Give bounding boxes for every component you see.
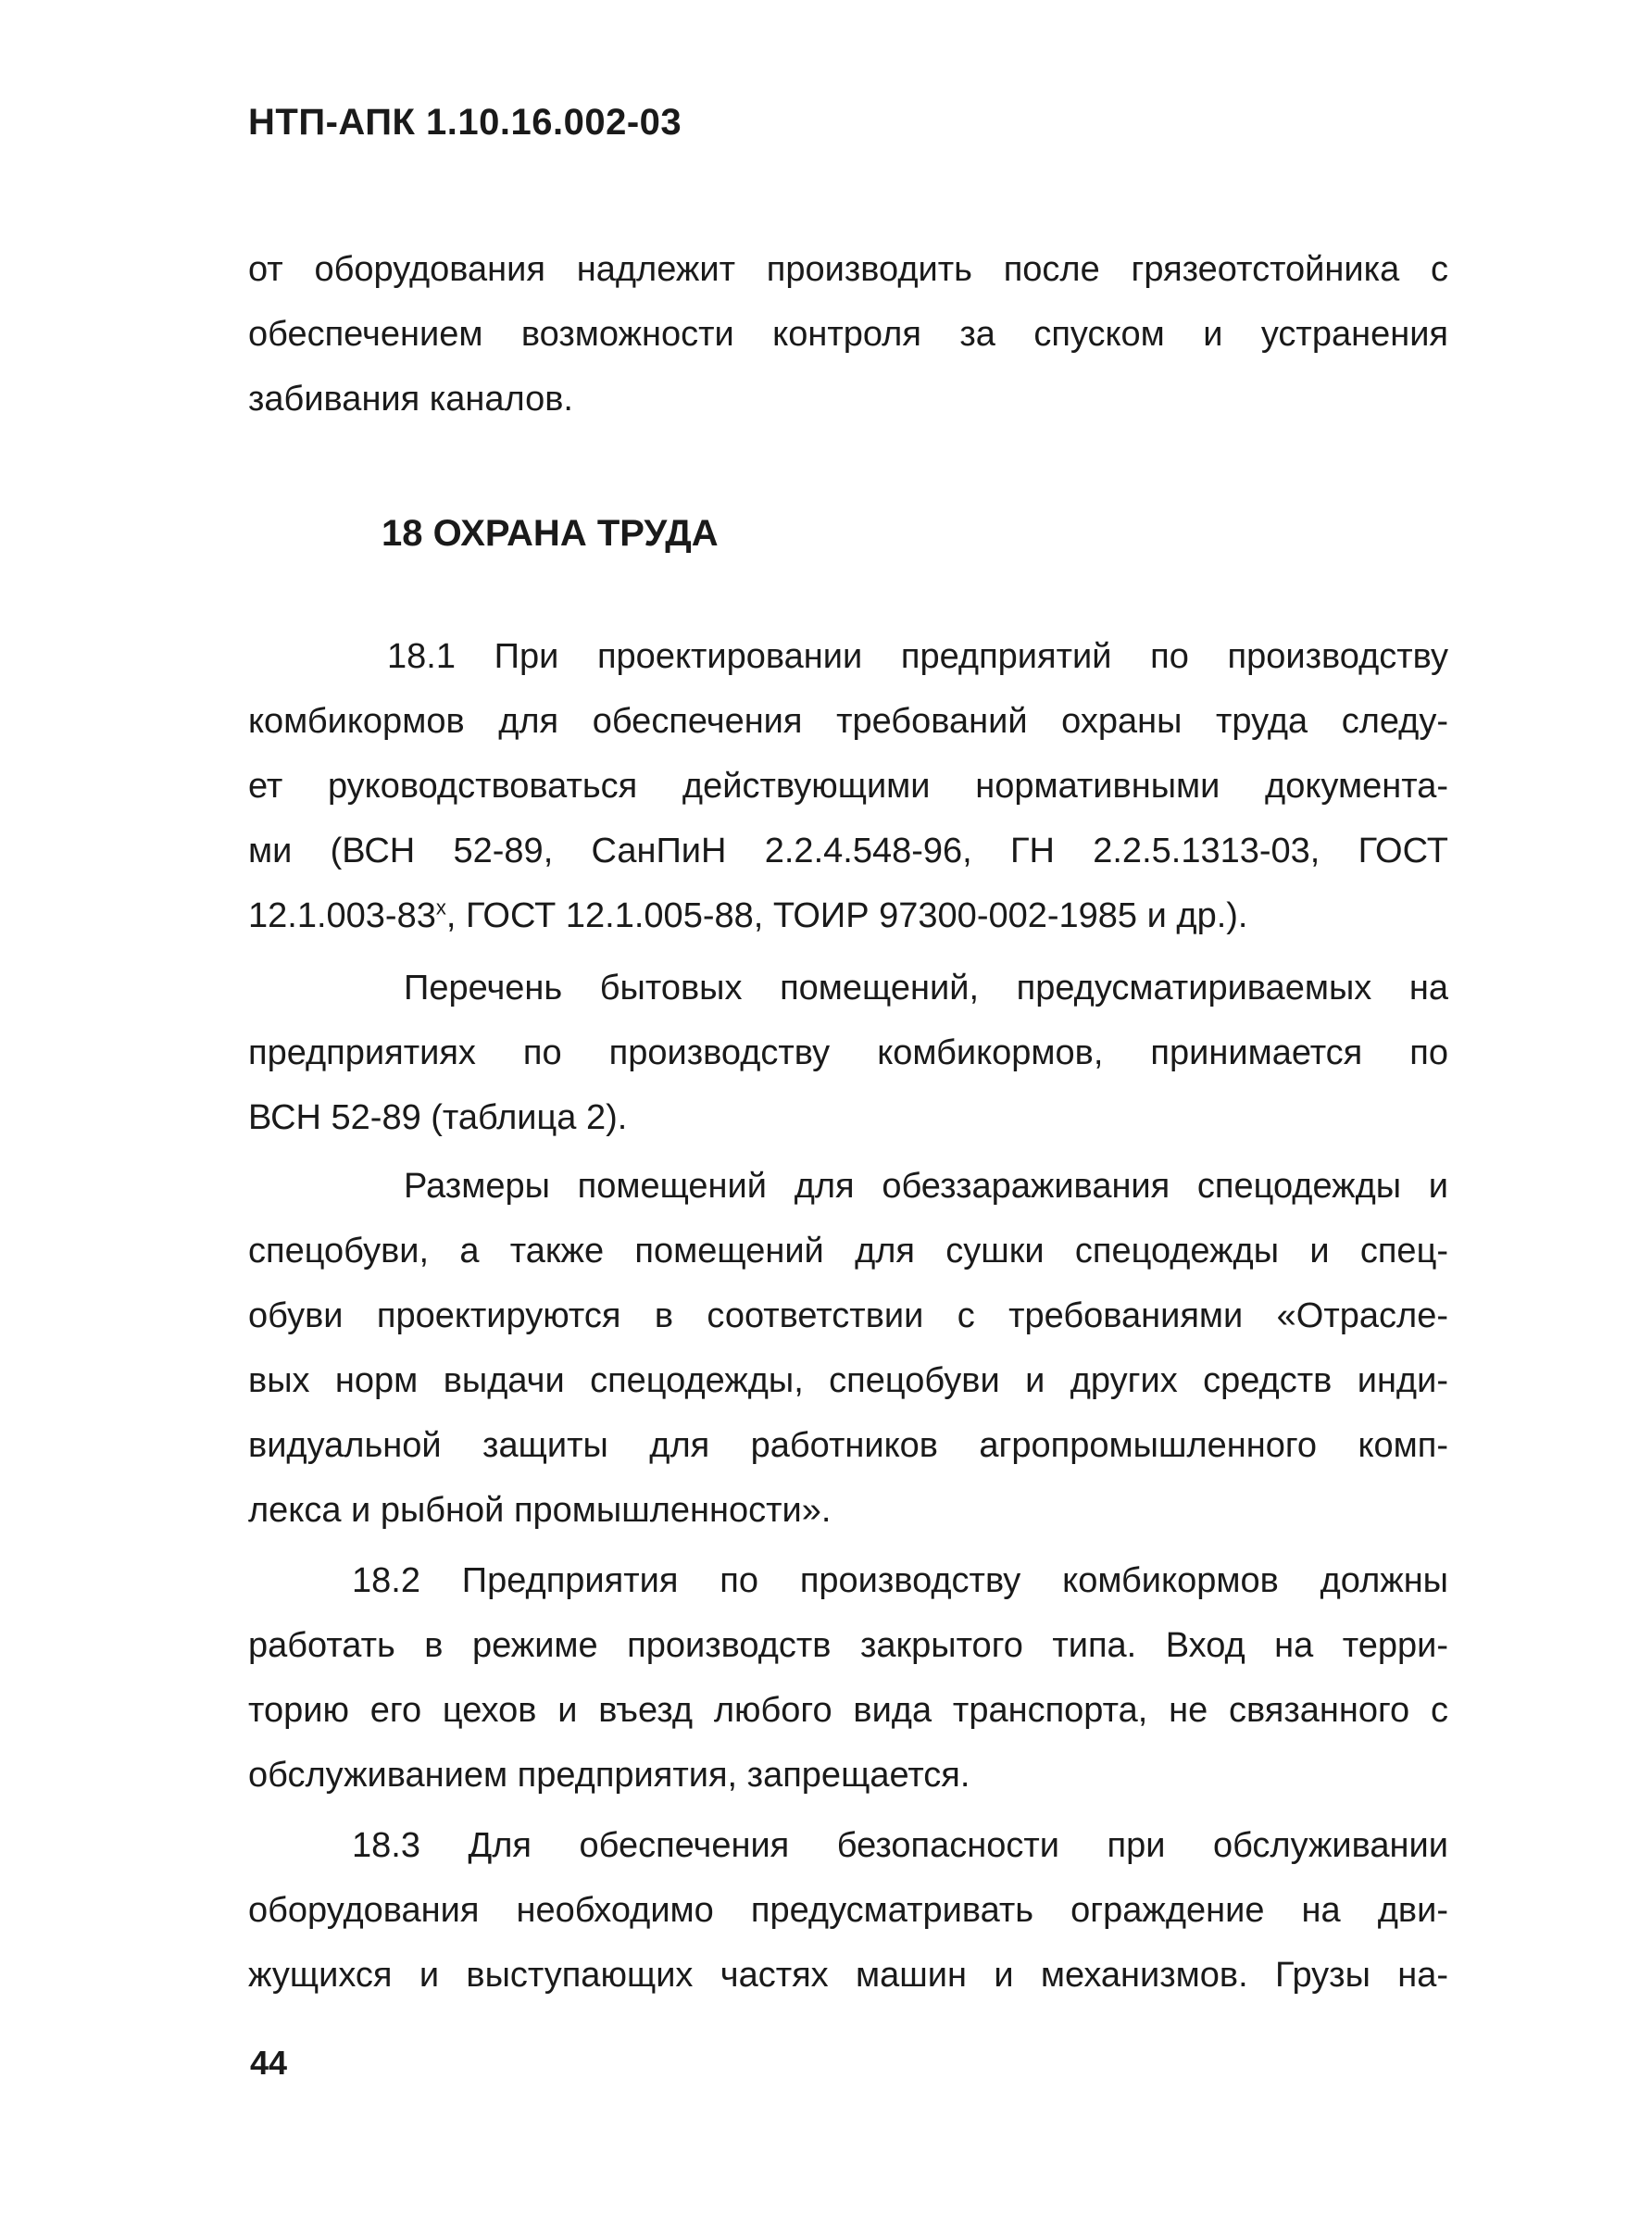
text-line: 18.3 Для обеспечения безопасности при обслуживании: [352, 1826, 1448, 1865]
text-line: ВСН 52-89 (таблица 2).: [248, 1098, 628, 1137]
page-number: 44: [250, 2044, 288, 2082]
text-line: Размеры помещений для обеззараживания спецодежды и: [404, 1167, 1448, 1206]
text-fragment: , ГОСТ 12.1.005-88, ТОИР 97300-002-1985 и др.).: [445, 896, 1248, 935]
text-line: лекса и рыбной промышленности».: [248, 1491, 832, 1530]
paragraph-18-2: [248, 1548, 1448, 1808]
text-line: комбикормов для обеспечения требований охраны труда следу-: [248, 702, 1448, 741]
text-line: обеспечением возможности контроля за спуском и устранения: [248, 315, 1448, 354]
section-heading: 18 ОХРАНА ТРУДА: [382, 513, 719, 554]
text-line: работать в режиме производств закрытого типа. Вход на терри-: [248, 1626, 1448, 1665]
text-line: ет руководствоваться действующими нормативными документа-: [248, 767, 1448, 806]
text-line: обуви проектируются в соответствии с требованиями «Отрасле-: [248, 1296, 1448, 1335]
paragraph-list-of-rooms: [248, 956, 1448, 1150]
text-line-with-superscript: [248, 883, 1448, 948]
text-line: от оборудования надлежит производить после грязеотстойника с: [248, 250, 1448, 289]
text-line: вых норм выдачи спецодежды, спецобуви и других средств инди-: [248, 1361, 1448, 1400]
text-line: обслуживанием предприятия, запрещается.: [248, 1756, 970, 1795]
text-line: видуальной защиты для работников агропромышленного комп-: [248, 1426, 1448, 1465]
text-line: спецобуви, а также помещений для сушки спецодежды и спец-: [248, 1232, 1448, 1270]
text-line: забивания каналов.: [248, 380, 573, 419]
continuation-paragraph: [248, 237, 1448, 432]
paragraph-18-1: [248, 624, 1448, 948]
document-code-header: НТП-АПК 1.10.16.002-03: [248, 102, 682, 143]
text-fragment: 12.1.003-83: [248, 896, 436, 935]
superscript-mark: х: [435, 895, 446, 920]
paragraph-18-3: [248, 1813, 1448, 2008]
text-line: ми (ВСН 52-89, СанПиН 2.2.4.548-96, ГН 2.2.5.1313-03, ГОСТ: [248, 832, 1448, 870]
text-line: торию его цехов и въезд любого вида транспорта, не связанного с: [248, 1691, 1448, 1730]
paragraph-room-sizes: [248, 1154, 1448, 1543]
text-line: Перечень бытовых помещений, предусматириваемых на: [404, 969, 1448, 1008]
text-line: 18.2 Предприятия по производству комбикормов должны: [352, 1561, 1448, 1600]
text-line: оборудования необходимо предусматривать ограждение на дви-: [248, 1891, 1448, 1930]
text-line: 18.1 При проектировании предприятий по производству: [387, 637, 1448, 676]
text-line: предприятиях по производству комбикормов, принимается по: [248, 1033, 1448, 1072]
text-line: жущихся и выступающих частях машин и механизмов. Грузы на-: [248, 1956, 1448, 1995]
